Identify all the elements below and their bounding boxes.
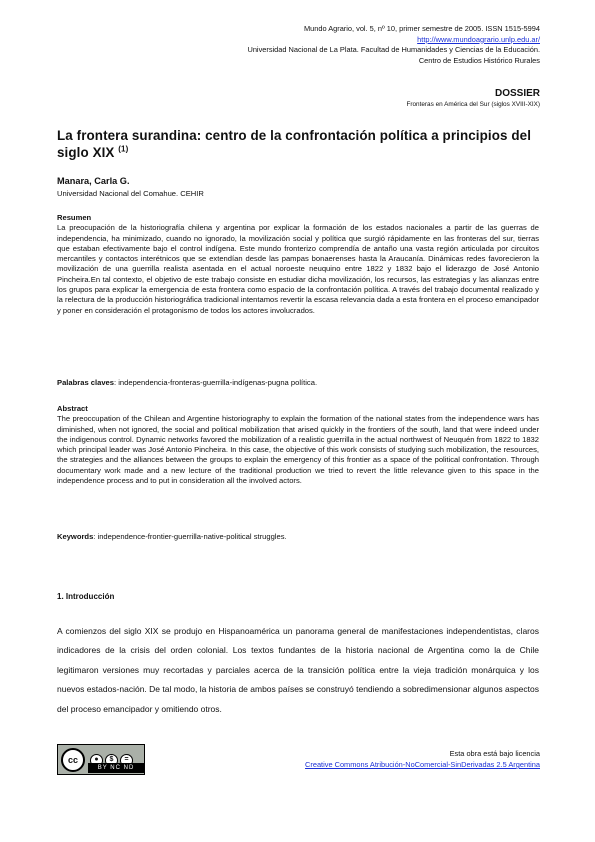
no-money-icon: $ bbox=[105, 754, 118, 767]
resumen-section bbox=[57, 213, 539, 316]
author-affiliation: Universidad Nacional del Comahue. CEHIR bbox=[57, 189, 204, 198]
keywords-heading: Keywords bbox=[57, 532, 94, 541]
license-link[interactable]: Creative Commons Atribución-NoComercial-SinDerivadas 2.5 Argentina bbox=[305, 760, 540, 769]
university-line: Universidad Nacional de La Plata. Facultad de Humanidades y Ciencias de la Educación. bbox=[247, 45, 540, 55]
title-footnote-marker[interactable]: (1) bbox=[118, 144, 129, 154]
research-center-line: Centro de Estudios Histórico Rurales bbox=[418, 55, 540, 65]
introduction-paragraph: A comienzos del siglo XIX se produjo en Hispanoamérica un panorama general de manifestaciones independentistas, claros indicadores de la crisis del orden colonial. Los textos fundantes de la historia nacional de Argentina como la de Chile legitimaron versiones muy recortadas y parciales acerca de la transición política entre la vieja tradición monárquica y los nuevos estados-nación. De tal modo, la historia de ambos países se construyó tendiendo a sobredimensionar algunos aspectos del proceso emancipador y omitiendo otros. bbox=[57, 626, 539, 714]
palabras-clave-text: : independencia-fronteras-guerrilla-indígenas-pugna política. bbox=[114, 378, 318, 387]
keywords-section bbox=[57, 532, 539, 542]
resumen-text: La preocupación de la historiografía chilena y argentina por explicar la formación de los estados nacionales a partir de las guerras de independencia, ha minimizado, cuando no ignorado, la movilización social y política que surgió rápidamente en las fronteras del sur, tierras que estaban efectivamente bajo el control indígena. Este mundo fronterizo comprendía de antaño una vasta región articulada por circuitos mercantiles y contactos interétnicos que se extendían desde las pampas bonaerenses hasta la Araucanía. Dinámicas redes favorecieron la movilización de una guerrilla realista asentada en el actual noroeste neuquino entre 1822 y 1832 bajo el liderazgo de José Antonio Pincheira.En tal contexto, el objetivo de este trabajo consiste en estudiar dicha movilización, los recursos, las estrategias y las alianzas entre los grupos para explicar la emergencia de esta frontera como espacio de la confrontación política. A través del trabajo documental realizado y la relectura de la producción historiográfica tradicional intentamos revertir la escasa relevancia dada a esta frontera en el proceso emancipador y poner en consideración el protagonismo de todos los actores involucrados. bbox=[57, 223, 539, 315]
palabras-clave-section bbox=[57, 378, 539, 388]
resumen-heading: Resumen bbox=[57, 213, 92, 222]
dossier-label: DOSSIER bbox=[494, 88, 540, 99]
license-terms-strip: BY NC ND bbox=[88, 763, 144, 773]
dossier-block bbox=[406, 88, 540, 109]
article-title-text: La frontera surandina: centro de la confrontación política a principios del siglo XIX bbox=[57, 128, 532, 160]
journal-citation: Mundo Agrario, vol. 5, nº 10, primer semestre de 2005. ISSN 1515-5994 bbox=[303, 24, 540, 33]
section-heading: 1. Introducción bbox=[57, 592, 115, 601]
cc-logo-icon: cc bbox=[61, 748, 85, 772]
creative-commons-badge[interactable] bbox=[57, 744, 145, 775]
journal-header bbox=[120, 24, 540, 66]
license-notice bbox=[305, 748, 540, 770]
license-conditions-icons bbox=[90, 748, 142, 764]
license-line: Esta obra está bajo licencia bbox=[449, 749, 540, 758]
article-title bbox=[57, 128, 542, 161]
abstract-text: The preoccupation of the Chilean and Argentine historiography to explain the formation of the national states from the independence wars has diminished, when not ignored, the social and political mobilization that arised quickly in the frontiers of the south, land that were indeed under the indigenous control. Dynamic networks favored the mobilization of a realistic guerrilla in the actual northwest of Neuquén from 1822 to 1832 which principal leader was José Antonio Pincheira. In this case, the objective of this work consists of studying such mobilization, the resources, the strategies and the alliances between the groups to explain the emergency of this frontier as a space of the political confrontation. Through documentary work made and a new lecture of the traditional production we tried to revert the little relevance given to this space in the independence process and to put in consideration all the involved actors. bbox=[57, 414, 539, 486]
keywords-text: : independence-frontier-guerrilla-native-political struggles. bbox=[93, 532, 287, 541]
dossier-subtitle: Fronteras en América del Sur (siglos XVIII-XIX) bbox=[406, 101, 540, 108]
person-icon: ● bbox=[90, 754, 103, 767]
equals-icon: = bbox=[120, 754, 133, 767]
author-name: Manara, Carla G. bbox=[57, 176, 130, 186]
journal-url-link[interactable]: http://www.mundoagrario.unlp.edu.ar/ bbox=[417, 34, 540, 44]
abstract-heading: Abstract bbox=[57, 404, 88, 413]
abstract-section bbox=[57, 404, 539, 486]
palabras-clave-heading: Palabras claves bbox=[57, 378, 114, 387]
